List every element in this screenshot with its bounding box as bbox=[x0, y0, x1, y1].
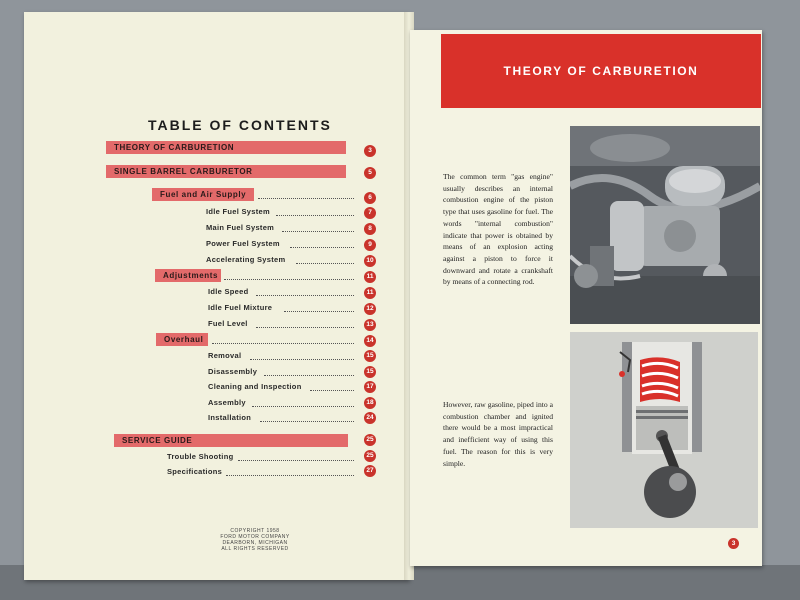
toc-entry[interactable]: Power Fuel System bbox=[206, 239, 280, 248]
toc-entry[interactable]: Installation bbox=[208, 413, 252, 422]
toc-leader-dots bbox=[284, 305, 354, 312]
toc-leader-dots bbox=[264, 369, 354, 376]
toc-page-number: 25 bbox=[364, 434, 376, 446]
toc-title: TABLE OF CONTENTS bbox=[148, 117, 332, 133]
page-title: THEORY OF CARBURETION bbox=[503, 64, 699, 78]
toc-entry[interactable]: Disassembly bbox=[208, 367, 258, 376]
toc-entry[interactable]: Main Fuel System bbox=[206, 223, 275, 232]
toc-leader-dots bbox=[224, 273, 354, 280]
toc-entry[interactable]: Assembly bbox=[208, 398, 246, 407]
carburetor-photo bbox=[570, 126, 760, 324]
toc-leader-dots bbox=[226, 469, 354, 476]
toc-leader-dots bbox=[256, 321, 354, 328]
toc-page-number: 10 bbox=[364, 255, 376, 267]
body-paragraph-2: However, raw gasoline, piped into a combustion chamber and ignited there would be a most impractical and inefficient way of using this fuel. The reason for this is very simple. bbox=[443, 400, 553, 468]
page-number-badge: 3 bbox=[728, 538, 739, 549]
toc-section-service-guide[interactable]: SERVICE GUIDE bbox=[114, 434, 348, 447]
copyright-line: DEARBORN, MICHIGAN bbox=[222, 540, 288, 546]
toc-entry[interactable]: Specifications bbox=[167, 467, 223, 476]
toc-page-number: 15 bbox=[364, 350, 376, 362]
left-page bbox=[24, 12, 409, 580]
toc-entry[interactable]: Idle Fuel System bbox=[206, 207, 270, 216]
toc-leader-dots bbox=[256, 289, 354, 296]
toc-leader-dots bbox=[212, 337, 354, 344]
toc-page-number: 25 bbox=[364, 450, 376, 462]
toc-page-number: 3 bbox=[364, 145, 376, 157]
toc-entry[interactable]: Idle Speed bbox=[208, 287, 249, 296]
toc-page-number: 7 bbox=[364, 207, 376, 219]
copyright-notice bbox=[200, 528, 310, 552]
toc-entry[interactable]: Accelerating System bbox=[206, 255, 286, 264]
toc-page-number: 8 bbox=[364, 223, 376, 235]
toc-entry[interactable]: Removal bbox=[208, 351, 242, 360]
toc-section-single-barrel[interactable]: SINGLE BARREL CARBURETOR bbox=[106, 165, 346, 178]
toc-leader-dots bbox=[296, 257, 354, 264]
toc-page-number: 13 bbox=[364, 319, 376, 331]
toc-page-number: 12 bbox=[364, 303, 376, 315]
toc-leader-dots bbox=[290, 241, 354, 248]
toc-sub-overhaul[interactable]: Overhaul bbox=[156, 333, 208, 346]
toc-leader-dots bbox=[310, 384, 354, 391]
toc-leader-dots bbox=[276, 209, 354, 216]
toc-page-number: 27 bbox=[364, 465, 376, 477]
toc-leader-dots bbox=[282, 225, 354, 232]
copyright-line: FORD MOTOR COMPANY bbox=[220, 534, 290, 540]
toc-entry[interactable]: Cleaning and Inspection bbox=[208, 382, 302, 391]
copyright-line: COPYRIGHT 1958 bbox=[230, 528, 280, 534]
toc-page-number: 5 bbox=[364, 167, 376, 179]
body-paragraph-1: The common term "gas engine" usually describes an internal combustion engine of the piston type that uses gasoline for fuel. The words "internal combustion" indicate that power is obtained by means of an explosion acting against a piston to force it downward and rotate a crankshaft by means of a connecting rod. bbox=[443, 172, 553, 287]
toc-page-number: 18 bbox=[364, 397, 376, 409]
toc-leader-dots bbox=[250, 353, 354, 360]
toc-leader-dots bbox=[258, 192, 354, 199]
piston-diagram bbox=[570, 332, 758, 528]
toc-leader-dots bbox=[252, 400, 354, 407]
toc-page-number: 9 bbox=[364, 239, 376, 251]
toc-page-number: 11 bbox=[364, 287, 376, 299]
toc-page-number: 6 bbox=[364, 192, 376, 204]
toc-page-number: 24 bbox=[364, 412, 376, 424]
toc-leader-dots bbox=[260, 415, 354, 422]
toc-leader-dots bbox=[238, 454, 354, 461]
toc-entry[interactable]: Idle Fuel Mixture bbox=[208, 303, 273, 312]
copyright-line: ALL RIGHTS RESERVED bbox=[221, 546, 289, 552]
toc-section-theory[interactable]: THEORY OF CARBURETION bbox=[106, 141, 346, 154]
toc-sub-adjustments[interactable]: Adjustments bbox=[155, 269, 221, 282]
toc-entry[interactable]: Fuel Level bbox=[208, 319, 248, 328]
toc-entry[interactable]: Trouble Shooting bbox=[167, 452, 234, 461]
toc-page-number: 17 bbox=[364, 381, 376, 393]
toc-page-number: 14 bbox=[364, 335, 376, 347]
toc-page-number: 15 bbox=[364, 366, 376, 378]
toc-sub-fuel-air[interactable]: Fuel and Air Supply bbox=[152, 188, 254, 201]
toc-page-number: 11 bbox=[364, 271, 376, 283]
